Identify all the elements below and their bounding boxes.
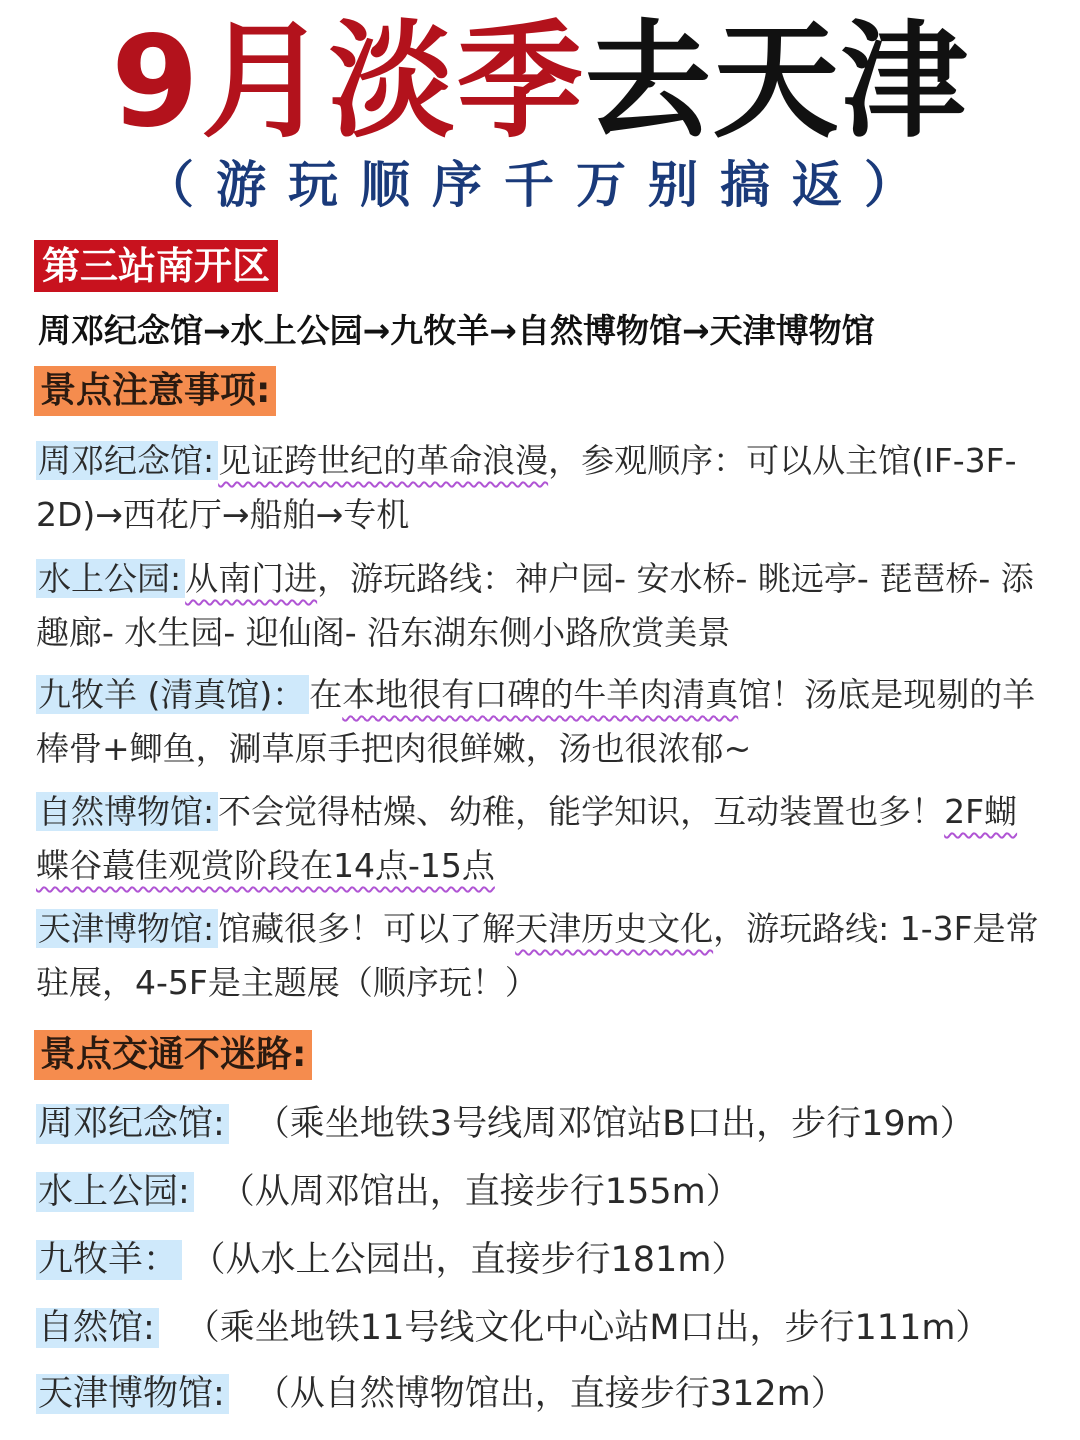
traffic-text: （从自然博物馆出，直接步行312m） [254,1374,846,1414]
note-label: 自然博物馆: [36,792,218,831]
traffic-label: 自然馆: [36,1308,159,1348]
note-item-jiumuyang [36,668,1046,776]
traffic-label: 天津博物馆: [36,1374,229,1414]
note-item-water-park [36,552,1046,660]
note-item-zhoudeng [36,434,1046,542]
note-item-natural-museum [36,785,1046,893]
route-line: 周邓纪念馆→水上公园→九牧羊→自然博物馆→天津博物馆 [38,311,875,350]
page-subtitle: （游玩顺序千万别搞返） [144,156,936,214]
traffic-text: （从水上公园出，直接步行181m） [208,1240,747,1280]
notes-heading: 景点注意事项: [34,366,276,416]
note-text: ，参观顺序：可以从主馆(IF-3F-2D)→西花厅→船舶→专机 [36,441,1017,534]
traffic-text: （乘坐地铁11号线文化中心站M口出，步行111m） [184,1308,991,1348]
note-label: 水上公园: [36,559,185,598]
traffic-heading: 景点交通不迷路: [34,1030,312,1080]
note-label: 九牧羊 (清真馆)： [36,675,309,714]
note-underlined-text: 天津历史文化 [515,909,714,948]
traffic-item-natural-museum [36,1300,990,1356]
note-label: 天津博物馆: [36,909,218,948]
traffic-text: （乘坐地铁3号线周邓馆站B口出，步行19m） [254,1104,975,1144]
traffic-label: 水上公园: [36,1172,194,1212]
note-pre-text: 不会觉得枯燥、幼稚，能学知识，互动装置也多！ [218,792,945,831]
note-text: ，游玩路线: 1-3F是常驻展，4-5F是主题展（顺序玩！） [36,909,1039,1002]
title-red-part: 9月淡季 [111,8,585,155]
note-underlined-text: 本地很有口碑的牛羊肉清真 [342,675,739,714]
note-pre-text: 在 [309,675,343,714]
note-label: 周邓纪念馆: [36,441,218,480]
traffic-label: 周邓纪念馆: [36,1104,229,1144]
note-underlined-text: 从南门进 [185,559,318,598]
note-underlined-text: 2F蝴蝶谷蕞佳观赏阶段在14点-15点 [36,792,1018,885]
traffic-item-jiumuyang [36,1232,746,1288]
traffic-label: 九牧羊： [36,1240,182,1280]
note-text: 馆！汤底是现剔的羊棒骨+鲫鱼，涮草原手把肉很鲜嫩，汤也很浓郁~ [36,675,1036,768]
title-black-part: 去天津 [584,8,969,155]
note-text: ，游玩路线：神户园- 安水桥- 眺远亭- 琵琶桥- 添趣廊- 水生园- 迎仙阁- 沿东湖东侧小路欣赏美景 [36,559,1034,652]
page-title [0,8,1080,155]
traffic-item-tianjin-museum [36,1366,846,1422]
station-tag: 第三站南开区 [34,240,278,292]
note-item-tianjin-museum [36,902,1046,1010]
traffic-item-zhoudeng [36,1096,975,1152]
traffic-text: （从周邓馆出，直接步行155m） [219,1172,741,1212]
note-underlined-text: 见证跨世纪的革命浪漫 [218,441,549,480]
traffic-item-water-park [36,1164,741,1220]
note-pre-text: 馆藏很多！可以了解 [218,909,516,948]
